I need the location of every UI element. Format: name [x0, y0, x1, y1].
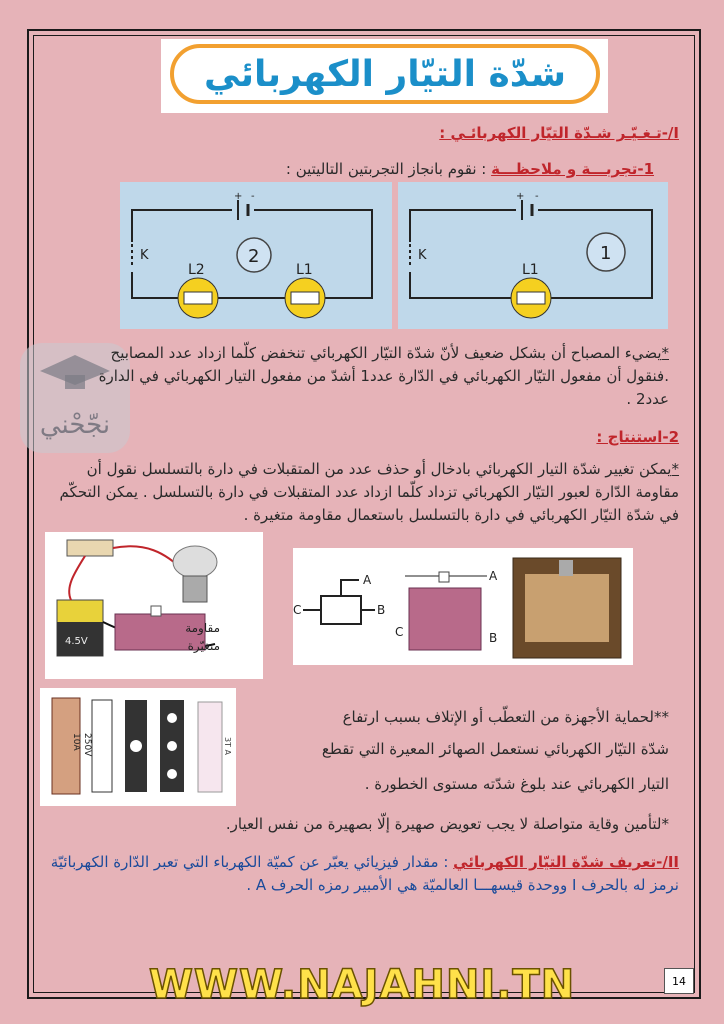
- fuse-line-1: **لحماية الأجهزة من التعطّب أو الإتلاف بسبب ارتفاع: [342, 708, 669, 726]
- fuse-line-3: التيار الكهربائي عند بلوغ شدّته مستوى الخطورة .: [364, 775, 669, 793]
- pin-a-1: A: [363, 573, 372, 587]
- section2-heading: II/-تعريف شدّة التيّار الكهربائي: [453, 853, 679, 871]
- observation-text: يضيء المصباح أن بشكل ضعيف لأنّ شدّة التيّار الكهربائي تنخفض كلّما ازداد عدد المصابيح .فنقول أن مفعول التيّار الكهربائي في الدّارة عدد1 أشدّ من مفعول التيار الكهربائي في الدارة عدد2 .: [98, 344, 669, 408]
- circuit-diagram-2: [120, 182, 392, 329]
- footer-website[interactable]: WWW.NAJAHNI.TN: [148, 962, 576, 1008]
- battery-plus-1: +: [516, 191, 525, 202]
- switch-label-1: K: [418, 248, 427, 263]
- experiment-text: : نقوم بانجاز التجربتين التاليتين :: [285, 160, 487, 178]
- observation-mark: *: [661, 344, 669, 362]
- fuse-line-4: *لتأمين وقاية متواصلة لا يجب تعويض صهيرة إلّا بصهيرة من نفس العيار.: [225, 815, 669, 833]
- lamp-label-l1-a: L1: [296, 262, 313, 278]
- pin-c-1: C: [293, 603, 302, 617]
- conclusion-mark: *: [671, 460, 679, 478]
- rheostat-circuit-image: [45, 532, 263, 679]
- battery-plus-2: +: [234, 191, 243, 202]
- pin-a-2: A: [489, 569, 498, 583]
- rheostat-symbols-drawing: [293, 548, 633, 665]
- rheostat-label-2: متغيّرة: [187, 639, 220, 653]
- experiment-line: [94, 158, 654, 181]
- section1-heading: I/-تـغـيّـر شـدّة التيّار الكهربائـي :: [439, 124, 679, 142]
- conclusion-paragraph: [49, 458, 679, 527]
- fuse-line-2: شدّة التيّار الكهربائي نستعمل الصهائر المعيرة التي تقطع: [321, 740, 669, 758]
- rheostat-label-1: مقاومة: [185, 621, 220, 635]
- definition-text: : مقدار فيزيائي يعبّر عن كميّة الكهرباء التي تعبر الدّارة الكهربائيّة نرمز له بالحرف I ووحدة قيسهـــا العالميّة هي الأمبير رمزه الحرف A .: [50, 853, 679, 894]
- battery-minus-1: -: [535, 191, 539, 202]
- fuse-label-3t: 3T A: [223, 737, 232, 755]
- definition-paragraph: [39, 851, 679, 897]
- lamp-label-l2: L2: [188, 262, 205, 278]
- circuit-diagram-1: [398, 182, 668, 329]
- conclusion-heading: 2-استنتاج :: [596, 428, 679, 446]
- lamp-label-l1-b: L1: [522, 262, 539, 278]
- observation-paragraph: [89, 342, 669, 411]
- pin-b-2: B: [489, 631, 498, 645]
- switch-label-2: K: [140, 248, 149, 263]
- watermark-text: نجّحْني: [39, 410, 111, 440]
- pin-c-2: C: [395, 625, 404, 639]
- battery-minus-2: -: [251, 191, 255, 202]
- experiment-label: 1-تجربـــة و ملاحظـــة: [491, 160, 654, 178]
- rheostat-symbols-image: [293, 548, 633, 665]
- page-number: 14: [664, 968, 694, 994]
- pin-b-1: B: [377, 603, 386, 617]
- circuit-number-1: 1: [600, 243, 612, 264]
- page-title: شدّة التيّار الكهربائي: [204, 53, 566, 95]
- fuses-drawing: [40, 688, 236, 806]
- fuses-image: [40, 688, 236, 806]
- circuit-panel-2: [120, 182, 392, 329]
- circuit-number-2: 2: [248, 246, 260, 267]
- fuse-label-10a: 10A: [71, 733, 81, 751]
- battery-label: 4.5V: [65, 636, 88, 647]
- conclusion-text: يمكن تغيير شدّة التيار الكهربائي بادخال أو حذف عدد من المتقبلات في دارة بالتسلسل نقول أن مقاومة الدّارة لعبور التيّار الكهربائي تزداد كلّما ازداد عدد المتقبلات في دارة بالتسلسل . يمكن التحكّم في شدّة التيّار الكهربائي في دارة بالتسلسل باستعمال مقاومة متغيرة .: [59, 460, 679, 524]
- fuse-label-250v: 250V: [82, 733, 92, 757]
- circuit-panel-1: [398, 182, 668, 329]
- rheostat-circuit-drawing: [45, 532, 263, 679]
